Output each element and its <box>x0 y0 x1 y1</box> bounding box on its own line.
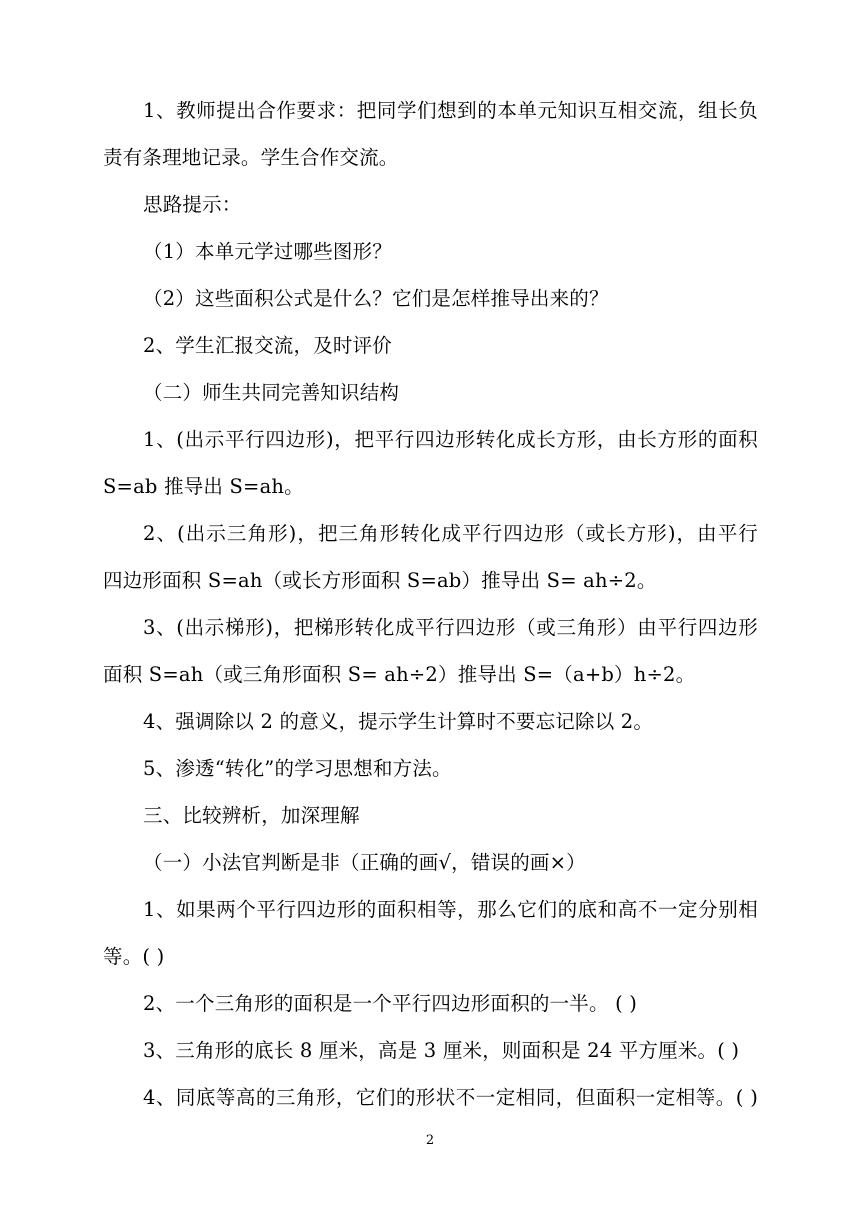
paragraph-line: 3、三角形的底长 8 厘米，高是 3 厘米，则面积是 24 平方厘米。( ) <box>143 1039 740 1062</box>
paragraph-line: （1）本单元学过哪些图形？ <box>143 240 393 263</box>
section-heading: （一）小法官判断是非（正确的画√，错误的画×） <box>143 851 586 874</box>
paragraph-line: 责有条理地记录。学生合作交流。 <box>103 146 399 169</box>
page-number: 2 <box>425 1133 435 1148</box>
section-heading: 三、比较辨析，加深理解 <box>143 804 360 827</box>
section-heading: （二）师生共同完善知识结构 <box>143 381 400 404</box>
paragraph-line: 思路提示： <box>143 193 242 216</box>
paragraph-line: 5、渗透“转化”的学习思想和方法。 <box>143 757 452 780</box>
paragraph-line: 3、(出示梯形)，把梯形转化成平行四边形（或三角形）由平行四边形 <box>143 616 758 639</box>
paragraph-line: 等。( ) <box>103 945 165 968</box>
paragraph-line: 1、教师提出合作要求：把同学们想到的本单元知识互相交流，组长负 <box>143 99 758 122</box>
paragraph-line: 四边形面积 S=ah（或长方形面积 S=ab）推导出 S= ah÷2。 <box>103 569 657 592</box>
paragraph-line: 1、如果两个平行四边形的面积相等，那么它们的底和高不一定分别相 <box>143 898 758 921</box>
paragraph-line: 2、一个三角形的面积是一个平行四边形面积的一半。 ( ) <box>143 992 638 1015</box>
paragraph-line: 4、同底等高的三角形，它们的形状不一定相同，但面积一定相等。( ) <box>143 1086 758 1109</box>
paragraph-line: （2）这些面积公式是什么？它们是怎样推导出来的？ <box>143 287 609 310</box>
paragraph-line: 面积 S=ah（或三角形面积 S= ah÷2）推导出 S=（a+b）h÷2。 <box>103 663 696 686</box>
paragraph-line: 4、强调除以 2 的意义，提示学生计算时不要忘记除以 2。 <box>143 710 654 733</box>
paragraph-line: 2、(出示三角形)，把三角形转化成平行四边形（或长方形)，由平行 <box>143 522 758 545</box>
paragraph-line: S=ab 推导出 S=ah。 <box>103 475 304 498</box>
paragraph-line: 1、(出示平行四边形)，把平行四边形转化成长方形，由长方形的面积 <box>143 428 758 451</box>
paragraph-line: 2、学生汇报交流，及时评价 <box>143 334 393 357</box>
